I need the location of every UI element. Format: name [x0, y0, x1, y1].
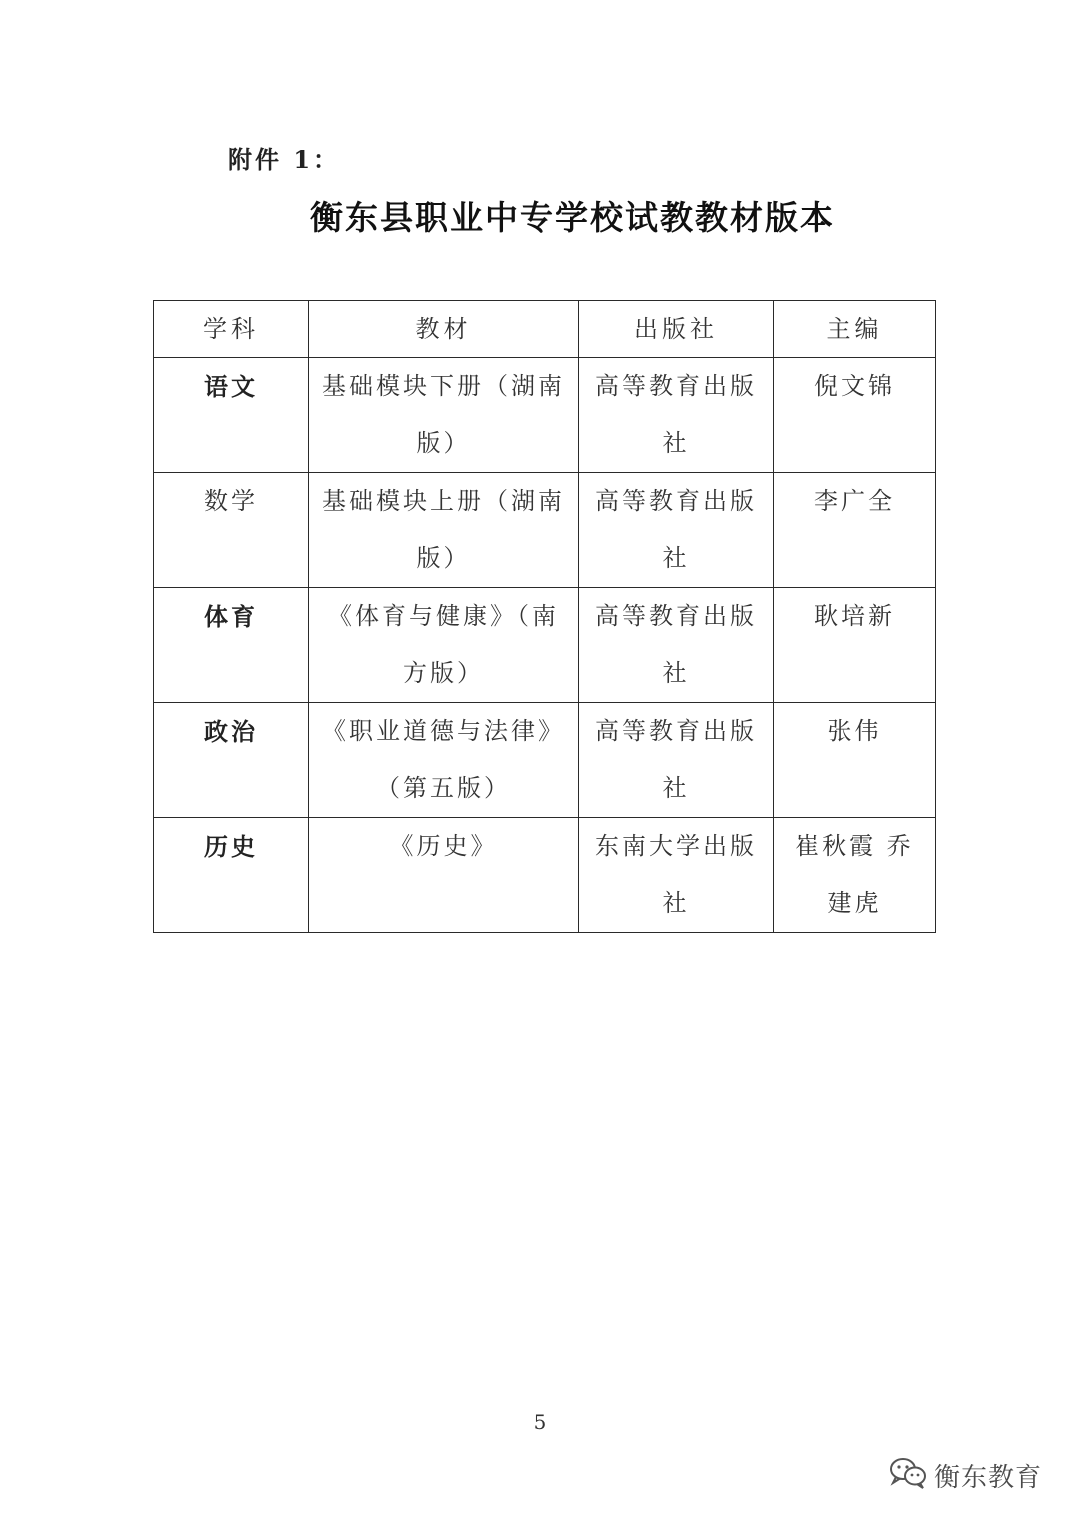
cell-editor-line: 崔秋霞 乔 — [795, 832, 914, 860]
cell-publisher — [579, 588, 774, 703]
table-row — [154, 818, 936, 933]
cell-editor — [774, 818, 936, 933]
cell-textbook — [309, 358, 579, 473]
cell-publisher-line: 社 — [662, 774, 690, 802]
cell-textbook-line: 基础模块上册（湖南 — [322, 487, 565, 515]
cell-textbook — [309, 473, 579, 588]
table-row — [154, 588, 936, 703]
cell-editor — [774, 703, 936, 818]
cell-subject — [154, 818, 309, 933]
cell-subject — [154, 358, 309, 473]
cell-publisher-line: 社 — [662, 659, 690, 687]
cell-textbook-line: 《体育与健康》（南 — [328, 602, 559, 630]
header-subject: 学科 — [154, 301, 309, 358]
watermark-text: 衡东教育 — [933, 1462, 1042, 1493]
cell-publisher — [579, 703, 774, 818]
header-publisher: 出版社 — [579, 301, 774, 358]
cell-textbook-line: 《职业道德与法律》 — [322, 717, 565, 745]
textbook-table — [153, 300, 936, 933]
cell-subject-text: 数学 — [204, 487, 258, 515]
cell-publisher — [579, 818, 774, 933]
cell-subject-text: 历史 — [204, 832, 258, 861]
cell-publisher-line: 高等教育出版 — [595, 717, 757, 745]
cell-publisher — [579, 473, 774, 588]
cell-editor — [774, 473, 936, 588]
cell-subject-text: 语文 — [204, 372, 258, 401]
table-row — [154, 473, 936, 588]
cell-textbook-line: 版） — [416, 544, 471, 572]
cell-publisher-line: 高等教育出版 — [595, 372, 757, 400]
attachment-label: 附件 1： — [228, 145, 341, 174]
watermark — [888, 1456, 1042, 1494]
cell-textbook-line: 方版） — [403, 659, 484, 687]
cell-editor-line: 张伟 — [827, 717, 882, 745]
table-header-row — [154, 301, 936, 358]
cell-textbook — [309, 818, 579, 933]
wechat-icon — [888, 1456, 928, 1494]
cell-editor-line: 耿培新 — [814, 602, 895, 630]
header-editor: 主编 — [774, 301, 936, 358]
cell-publisher-line: 高等教育出版 — [595, 602, 757, 630]
cell-subject — [154, 703, 309, 818]
page-number: 5 — [533, 1410, 547, 1434]
cell-textbook — [309, 703, 579, 818]
cell-textbook-line: 《历史》 — [389, 832, 498, 860]
cell-textbook-line: （第五版） — [376, 774, 511, 802]
cell-editor-line: 建虎 — [827, 889, 882, 917]
cell-publisher-line: 东南大学出版 — [595, 832, 757, 860]
cell-editor — [774, 588, 936, 703]
cell-publisher — [579, 358, 774, 473]
cell-subject-text: 政治 — [204, 717, 258, 746]
table-row — [154, 703, 936, 818]
cell-subject — [154, 588, 309, 703]
cell-editor — [774, 358, 936, 473]
document-title: 衡东县职业中专学校试教教材版本 — [310, 198, 835, 237]
cell-textbook-line: 版） — [416, 429, 471, 457]
cell-editor-line: 李广全 — [814, 487, 895, 515]
header-textbook: 教材 — [309, 301, 579, 358]
cell-publisher-line: 社 — [662, 544, 690, 572]
cell-textbook — [309, 588, 579, 703]
table-row — [154, 358, 936, 473]
cell-publisher-line: 社 — [662, 889, 690, 917]
cell-publisher-line: 社 — [662, 429, 690, 457]
cell-subject — [154, 473, 309, 588]
cell-textbook-line: 基础模块下册（湖南 — [322, 372, 565, 400]
cell-publisher-line: 高等教育出版 — [595, 487, 757, 515]
cell-editor-line: 倪文锦 — [814, 372, 895, 400]
cell-subject-text: 体育 — [204, 602, 258, 631]
